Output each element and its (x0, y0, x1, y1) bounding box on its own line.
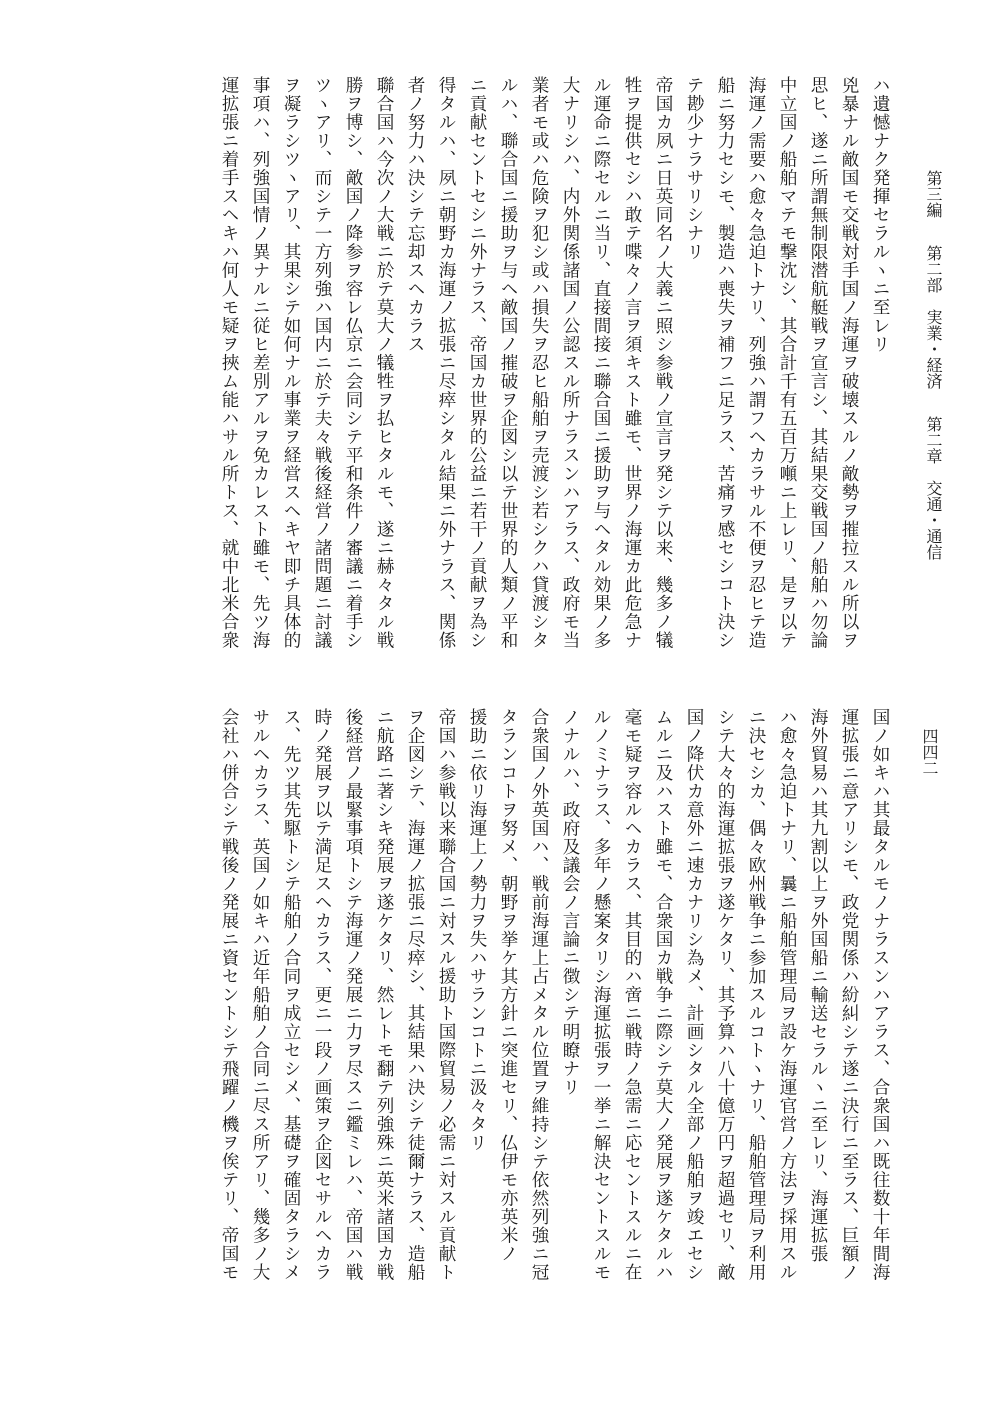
text-line: 中立国ノ船舶マテモ撃沈シ、其合計千有五百万噸ニ上レリ、是ヲ以テ (777, 76, 797, 650)
text-line: 国ノ降伏カ意外ニ速カナリシ為メ、計画シタル全部ノ船舶ヲ竣エセシ (684, 708, 704, 1282)
text-line: ヲ企図シテ、海運ノ拡張ニ尽瘁シ、其結果ハ決シテ徒爾ナラス、造船 (405, 708, 425, 1282)
text-line: 海運ノ需要ハ愈々急迫トナリ、列強ハ謂フヘカラサル不便ヲ忍ヒテ造 (746, 76, 766, 650)
text-line: 者ノ努力ハ決シテ忘却スヘカラス (405, 76, 425, 354)
text-line: 牲ヲ提供セシハ敢テ喋々ノ言ヲ須キスト雖モ、世界ノ海運カ此危急ナ (622, 76, 642, 650)
text-line: 思ヒ、遂ニ所謂無制限潜航艇戦ヲ宣言シ、其結果交戦国ノ船舶ハ勿論 (808, 76, 828, 650)
text-line: 得タルハ、夙ニ朝野カ海運ノ拡張ニ尽瘁シタル結果ニ外ナラス、関係 (436, 76, 456, 650)
text-line: タランコトヲ努メ、朝野ヲ挙ケ其方針ニ突進セリ、仏伊モ亦英米ノ (498, 708, 518, 1263)
text-line: ル運命ニ際セルニ当リ、直接間接ニ聯合国ニ援助ヲ与ヘタル効果ノ多 (591, 76, 611, 650)
text-line: 合衆国ノ外英国ハ、戦前海運上占メタル位置ヲ維持シテ依然列強ニ冠 (529, 708, 549, 1282)
text-line: 聯合国ハ今次ノ大戦ニ於テ莫大ノ犠牲ヲ払ヒタルモ、遂ニ赫々タル戦 (374, 76, 394, 650)
lower-text-block (95, 708, 895, 1334)
text-line: ツヽアリ、而シテ一方列強ハ国内ニ於テ夫々戦後経営ノ諸問題ニ討議 (312, 76, 332, 650)
text-line: 勝ヲ博シ、敵国ノ降参ヲ容レ仏京ニ会同シテ平和条件ノ審議ニ着手シ (343, 76, 363, 650)
text-line: ルノミナラス、多年ノ懸案タリシ海運拡張ヲ一挙ニ解決セントスルモ (591, 708, 611, 1282)
text-line: 運拡張ニ着手スヘキハ何人モ疑ヲ挾ム能ハサル所トス、就中北米合衆 (219, 76, 239, 650)
text-line: ルハ、聯合国ニ援助ヲ与ヘ敵国ノ摧破ヲ企図シ以テ世界的人類ノ平和 (498, 76, 518, 650)
text-line: 業者モ或ハ危険ヲ犯シ或ハ損失ヲ忍ヒ船舶ヲ売渡シ若シクハ貸渡シタ (529, 76, 549, 650)
text-line: 時ノ発展ヲ以テ満足スヘカラス、更ニ一段ノ画策ヲ企図セサルヘカラ (312, 708, 332, 1282)
text-line: 援助ニ依リ海運上ノ勢力ヲ失ハサランコトニ汲々タリ (467, 708, 487, 1152)
page-number: 四四二 (920, 728, 939, 776)
text-line: テ尠少ナラサリシナリ (684, 76, 704, 261)
running-header (925, 170, 941, 582)
text-line: 運拡張ニ意アリシモ、政党関係ハ紛糾シテ遂ニ決行ニ至ラス、巨額ノ (839, 708, 859, 1282)
upper-text-block (95, 76, 895, 702)
text-line: 事項ハ、列強国情ノ異ナルニ従ヒ差別アルヲ免カレスト雖モ、先ツ海 (250, 76, 270, 650)
text-line: シテ大々的海運拡張ヲ遂ケタリ、其予算ハ八十億万円ヲ超過セリ、敵 (715, 708, 735, 1282)
text-line: サルヘカラス、英国ノ如キハ近年船舶ノ合同ニ尽ス所アリ、幾多ノ大 (250, 708, 270, 1282)
text-line: ニ航路ニ著シキ発展ヲ遂ケタリ、然レトモ翻テ列強殊ニ英米諸国カ戦 (374, 708, 394, 1282)
text-line: ヲ凝ラシツヽアリ、其果シテ如何ナル事業ヲ経営スヘキヤ即チ具体的 (281, 76, 301, 650)
text-line: 毫モ疑ヲ容ルヘカラス、其目的ハ啻ニ戦時ノ急需ニ応セントスルニ在 (622, 708, 642, 1282)
text-line: 後経営ノ最緊事項トシテ海運ノ発展ニ力ヲ尽スニ鑑ミレハ、帝国ハ戦 (343, 708, 363, 1282)
text-line: ムルニ及ハスト雖モ、合衆国カ戦争ニ際シテ莫大ノ発展ヲ遂ケタルハ (653, 708, 673, 1282)
header-part: 第三編 (924, 170, 943, 218)
text-line: 兇暴ナル敵国モ交戦対手国ノ海運ヲ破壊スルノ敵勢ヲ摧拉スル所以ヲ (839, 76, 859, 650)
header-chapter: 第二章 交通・通信 (924, 416, 943, 561)
text-line: 大ナリシハ、内外関係諸国ノ公認スル所ナラスンハアラス、政府モ当 (560, 76, 580, 650)
text-line: 帝国カ夙ニ日英同名ノ大義ニ照シ参戦ノ宣言ヲ発シテ以来、幾多ノ犠 (653, 76, 673, 650)
text-line: ニ貢献セントセシニ外ナラス、帝国カ世界的公益ニ若干ノ貢献ヲ為シ (467, 76, 487, 650)
text-line: ニ決セシカ、偶々欧州戦争ニ参加スルコトヽナリ、船舶管理局ヲ利用 (746, 708, 766, 1282)
text-line: 帝国ハ参戦以来聯合国ニ対スル援助ト国際貿易ノ必需ニ対スル貢献ト (436, 708, 456, 1282)
header-division: 第二部 実業・経済 (924, 245, 943, 390)
text-line: 会社ハ併合シテ戦後ノ発展ニ資セントシテ飛躍ノ機ヲ俟テリ、帝国モ (219, 708, 239, 1282)
text-line: 船ニ努力セシモ、製造ハ喪失ヲ補フニ足ラス、苦痛ヲ感セシコト決シ (715, 76, 735, 650)
text-line: 海外貿易ハ其九割以上ヲ外国船ニ輸送セラルヽニ至レリ、海運拡張 (808, 708, 828, 1263)
text-line: 国ノ如キハ其最タルモノナラスンハアラス、合衆国ハ既往数十年間海 (870, 708, 890, 1282)
text-line: ス、先ツ其先駆トシテ船舶ノ合同ヲ成立セシメ、基礎ヲ確固タラシメ (281, 708, 301, 1282)
text-line: ハ遺憾ナク発揮セラルヽニ至レリ (870, 76, 890, 354)
text-line: ハ愈々急迫トナリ、曩ニ船舶管理局ヲ設ケ海運官営ノ方法ヲ採用スル (777, 708, 797, 1282)
text-line: ノナルハ、政府及議会ノ言論ニ徴シテ明瞭ナリ (560, 708, 580, 1097)
